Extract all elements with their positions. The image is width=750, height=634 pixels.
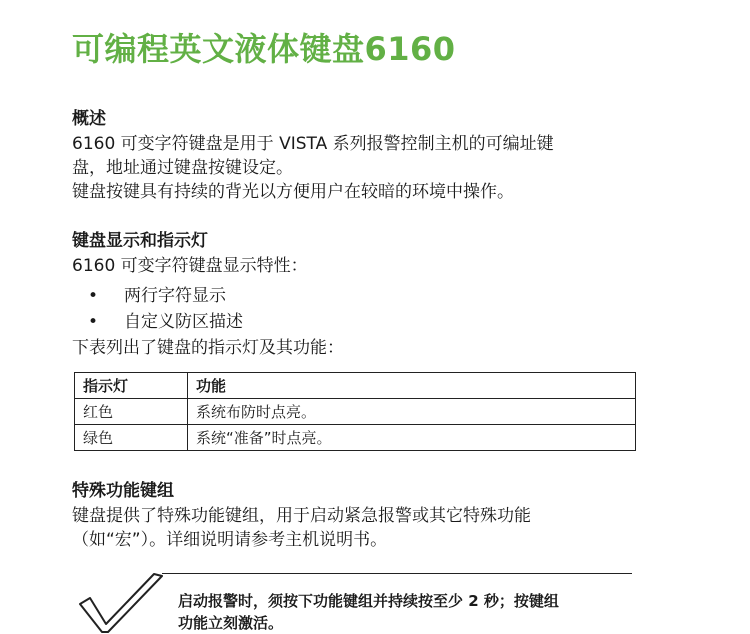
table-row bbox=[75, 425, 636, 451]
note-divider bbox=[162, 573, 632, 574]
table-cell: 红色 bbox=[75, 399, 188, 425]
bullet-item bbox=[88, 307, 243, 332]
table-intro: 下表列出了键盘的指示灯及其功能： bbox=[72, 338, 344, 358]
table-header-cell: 功能 bbox=[188, 373, 636, 399]
table-cell: 绿色 bbox=[75, 425, 188, 451]
table-header-row bbox=[75, 373, 636, 399]
bullet-text: 自定义防区描述 bbox=[124, 312, 243, 332]
overview-line: 6160 可变字符键盘是用于 VISTA 系列报警控制主机的可编址键 bbox=[72, 134, 554, 154]
special-keys-heading: 特殊功能键组 bbox=[72, 481, 174, 501]
note-text bbox=[178, 590, 559, 634]
display-heading: 键盘显示和指示灯 bbox=[72, 231, 208, 251]
bullet-item bbox=[88, 281, 226, 306]
overview-line: 盘，地址通过键盘按键设定。 bbox=[72, 158, 293, 178]
indicator-table bbox=[74, 372, 636, 451]
table-cell: 系统“准备”时点亮。 bbox=[188, 425, 636, 451]
checkmark-icon bbox=[76, 568, 166, 633]
bullet-dot-icon: • bbox=[88, 286, 99, 306]
special-keys-line: （如“宏”）。详细说明请参考主机说明书。 bbox=[72, 530, 388, 550]
bullet-dot-icon: • bbox=[88, 312, 99, 332]
table-row bbox=[75, 399, 636, 425]
table-cell: 系统布防时点亮。 bbox=[188, 399, 636, 425]
note-line: 功能立刻激活。 bbox=[178, 614, 284, 632]
page-title: 可编程英文液体键盘6160 bbox=[72, 30, 456, 68]
overview-heading: 概述 bbox=[72, 109, 106, 129]
bullet-text: 两行字符显示 bbox=[124, 286, 226, 306]
display-intro: 6160 可变字符键盘显示特性： bbox=[72, 256, 308, 276]
note-line: 启动报警时，须按下功能键组并持续按至少 2 秒；按键组 bbox=[178, 592, 559, 610]
special-keys-line: 键盘提供了特殊功能键组，用于启动紧急报警或其它特殊功能 bbox=[72, 506, 531, 526]
table-header-cell: 指示灯 bbox=[75, 373, 188, 399]
overview-line: 键盘按键具有持续的背光以方便用户在较暗的环境中操作。 bbox=[72, 182, 514, 202]
